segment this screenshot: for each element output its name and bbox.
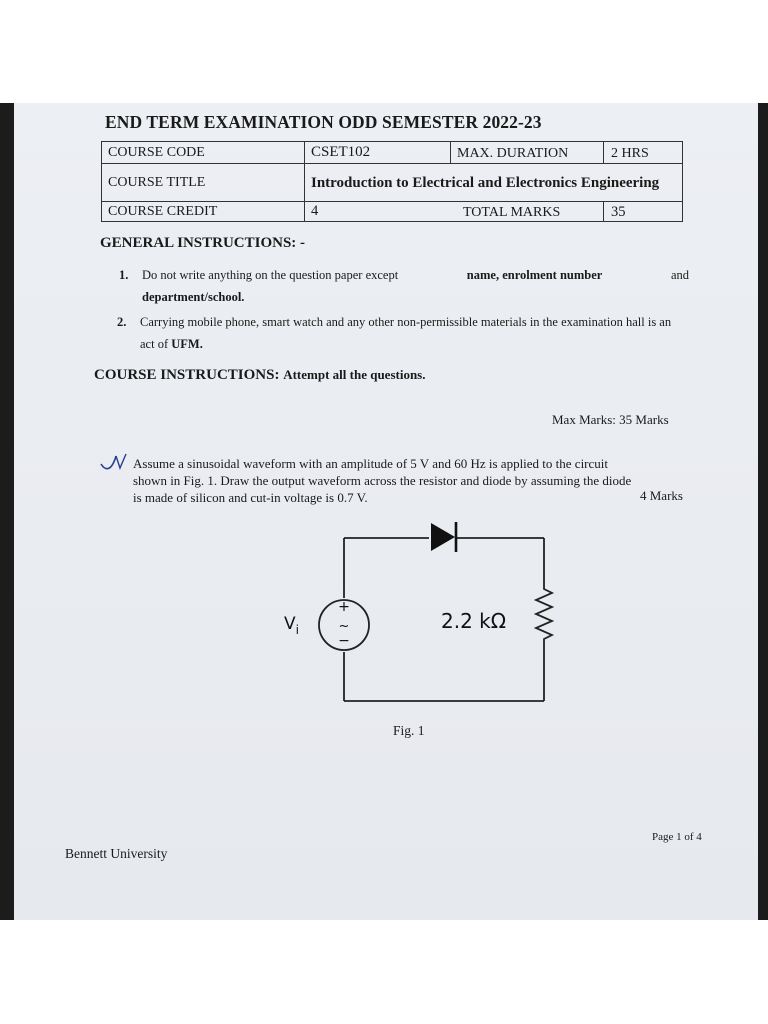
general-instructions-heading: GENERAL INSTRUCTIONS: - [100, 235, 306, 251]
question-1-text: Assume a sinusoidal waveform with an amplitude of 5 V and 60 Hz is applied to the circuit shown in Fig. 1. Draw the output waveform across the resistor and diode by assuming the diode is made of silicon and cut-in voltage is 0.7 V. [133, 456, 632, 505]
resistor-icon [536, 585, 552, 645]
page-number: Page 1 of 4 [652, 831, 702, 843]
course-credit-cell [305, 202, 683, 222]
question-marks: 4 Marks [640, 488, 683, 503]
max-duration-label: MAX. DURATION [457, 146, 569, 161]
figure-caption: Fig. 1 [393, 723, 425, 738]
max-duration-value: 2 HRS [611, 146, 649, 161]
resistor-label: 2.2 kΩ [441, 609, 507, 633]
instruction-1-cont: department/school. [142, 290, 245, 304]
university-name: Bennett University [65, 846, 168, 861]
instruction-1: 1. Do not write anything on the question paper except name, enrolment number and [119, 268, 689, 282]
course-info-table [101, 141, 683, 222]
exam-title: END TERM EXAMINATION ODD SEMESTER 2022-23 [105, 112, 542, 132]
source-plus: + [338, 599, 350, 615]
course-credit-label: COURSE CREDIT [102, 202, 305, 222]
course-title-value: Introduction to Electrical and Electronics Engineering [305, 164, 683, 202]
source-label: $V_i$ [284, 614, 299, 637]
circuit-diagram [280, 505, 580, 720]
course-title-label: COURSE TITLE [102, 164, 305, 202]
max-marks: Max Marks: 35 Marks [552, 412, 669, 427]
source-minus: − [338, 633, 350, 649]
course-code-value: CSET102 [311, 144, 371, 160]
handwritten-tick-icon [98, 450, 134, 474]
course-credit-value: 4 [311, 203, 319, 219]
table-row [102, 164, 683, 202]
course-instructions: COURSE INSTRUCTIONS: Attempt all the questions. [94, 367, 426, 383]
table-row [102, 142, 683, 164]
course-code-label: COURSE CODE [102, 142, 305, 164]
table-row [102, 202, 683, 222]
course-code-cell [305, 142, 683, 164]
total-marks-value: 35 [611, 204, 626, 220]
total-marks-label: TOTAL MARKS [463, 205, 561, 220]
source-tilde: ~ [338, 619, 350, 634]
diode-icon [431, 522, 456, 552]
instruction-2: 2. Carrying mobile phone, smart watch and any other non-permissible materials in the examination hall is an act of UFM. [117, 315, 672, 351]
